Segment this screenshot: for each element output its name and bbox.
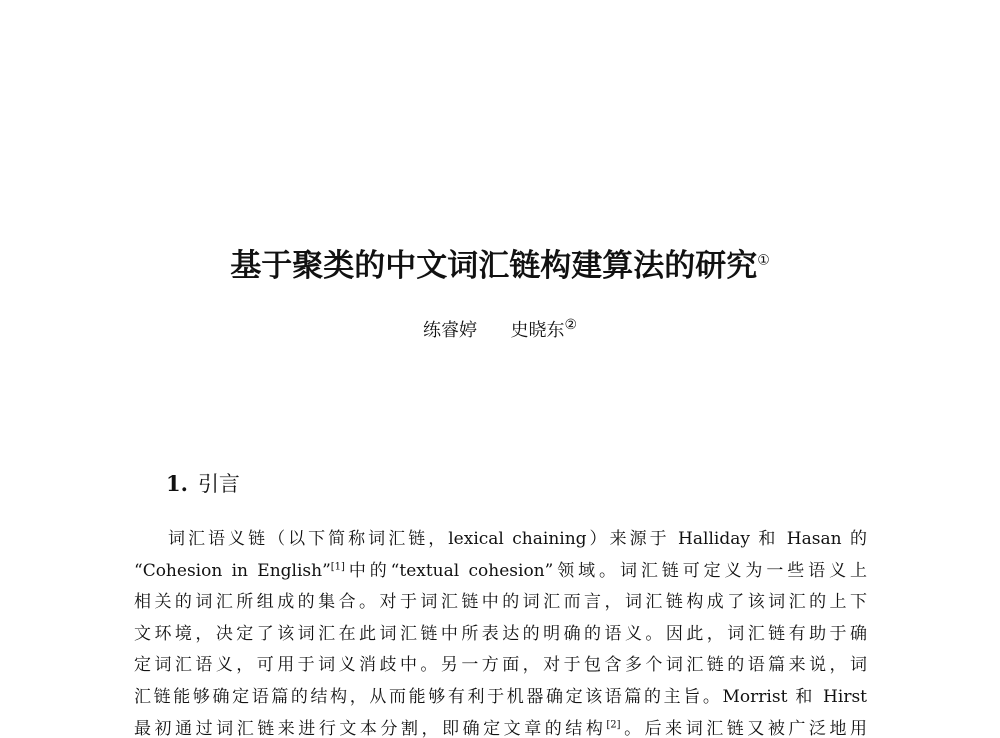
paragraph-line: 文环境，决定了该词汇在此词汇链中所表达的明确的语义。因此，词汇链有助于确 [134, 623, 867, 644]
author-name: 史晓东 [510, 320, 565, 341]
title-footnote-mark: ① [757, 252, 770, 269]
section-heading [166, 470, 240, 498]
body-paragraph [134, 524, 867, 738]
citation-mark: [1] [330, 560, 345, 572]
author-footnote-mark: ② [564, 317, 578, 333]
author-list [0, 318, 1000, 344]
paragraph-line: 定词汇语义，可用于词义消歧中。另一方面，对于包含多个词汇链的语篇来说，词 [134, 655, 867, 676]
paper-title-text: 基于聚类的中文词汇链构建算法的研究 [230, 248, 758, 284]
citation-mark: [2] [606, 718, 621, 730]
paper-title [0, 246, 1000, 286]
section-number: 1. [166, 471, 188, 496]
paragraph-line: 词汇语义链（以下简称词汇链，lexical chaining）来源于 Halliday 和 Hasan 的 [168, 529, 867, 549]
paragraph-line: 最初通过词汇链来进行文本分割，即确定文章的结构[2]。后来词汇链又被广泛地用 [134, 718, 868, 738]
section-title: 引言 [197, 472, 240, 496]
paragraph-line: 汇链能够确定语篇的结构，从而能够有利于机器确定该语篇的主旨。Morrist 和 Hirst [134, 686, 867, 707]
author-name: 练睿婷 [422, 320, 477, 341]
paragraph-line: 相关的词汇所组成的集合。对于词汇链中的词汇而言，词汇链构成了该词汇的上下 [134, 592, 867, 613]
paragraph-line: “Cohesion in English”[1]中的“textual cohesion”领域。词汇链可定义为一些语义上 [134, 560, 867, 581]
